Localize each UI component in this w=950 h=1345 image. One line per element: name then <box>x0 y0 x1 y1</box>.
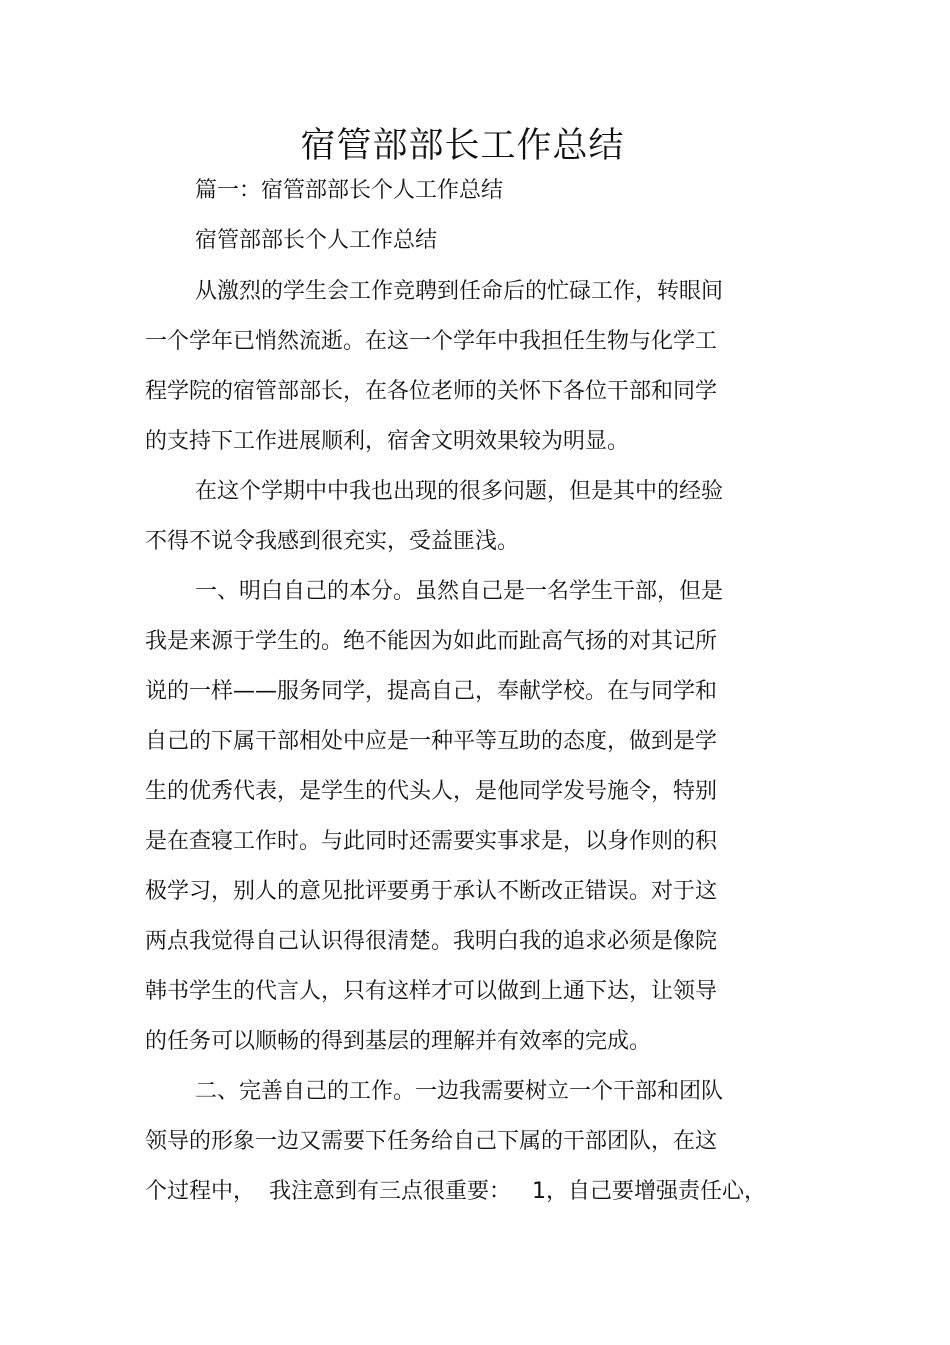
paragraph-line: 个过程中， 我注意到有三点很重要： 1，自己要增强责任心， <box>145 1179 766 1204</box>
paragraph-line: 我是来源于学生的。绝不能因为如此而趾高气扬的对其记所 <box>145 629 718 654</box>
paragraph-line: 的支持下工作进展顺利，宿舍文明效果较为明显。 <box>145 429 630 454</box>
paragraph-line: 一、明白自己的本分。虽然自己是一名学生干部，但是 <box>195 579 724 604</box>
paragraph-line: 领导的形象一边又需要下任务给自己下属的干部团队，在这 <box>145 1129 718 1154</box>
paragraph-line: 说的一样——服务同学，提高自己，奉献学校。在与同学和 <box>145 679 718 704</box>
paragraph-line: 的任务可以顺畅的得到基层的理解并有效率的完成。 <box>145 1029 652 1054</box>
section-heading: 篇一：宿管部部长个人工作总结 <box>195 178 504 203</box>
paragraph-line: 在这个学期中中我也出现的很多问题，但是其中的经验 <box>195 479 724 504</box>
paragraph-line: 从激烈的学生会工作竞聘到任命后的忙碌工作，转眼间 <box>195 279 724 304</box>
paragraph-line: 生的优秀代表，是学生的代头人，是他同学发号施令，特别 <box>145 779 718 804</box>
paragraph-line: 不得不说令我感到很充实，受益匪浅。 <box>145 529 520 554</box>
paragraph-line: 韩书学生的代言人，只有这样才可以做到上通下达，让领导 <box>145 979 718 1004</box>
document-title: 宿管部部长工作总结 <box>300 126 625 166</box>
subsection-heading: 宿管部部长个人工作总结 <box>195 228 438 253</box>
paragraph-line: 两点我觉得自己认识得很清楚。我明白我的追求必须是像院 <box>145 929 718 954</box>
paragraph-line: 一个学年已悄然流逝。在这一个学年中我担任生物与化学工 <box>145 329 718 354</box>
paragraph-line: 是在查寝工作时。与此同时还需要实事求是，以身作则的积 <box>145 829 718 854</box>
paragraph-line: 程学院的宿管部部长，在各位老师的关怀下各位干部和同学 <box>145 379 718 404</box>
paragraph-line: 二、完善自己的工作。一边我需要树立一个干部和团队 <box>195 1079 724 1104</box>
paragraph-line: 极学习，别人的意见批评要勇于承认不断改正错误。对于这 <box>145 879 718 904</box>
paragraph-line: 自己的下属干部相处中应是一种平等互助的态度，做到是学 <box>145 729 718 754</box>
